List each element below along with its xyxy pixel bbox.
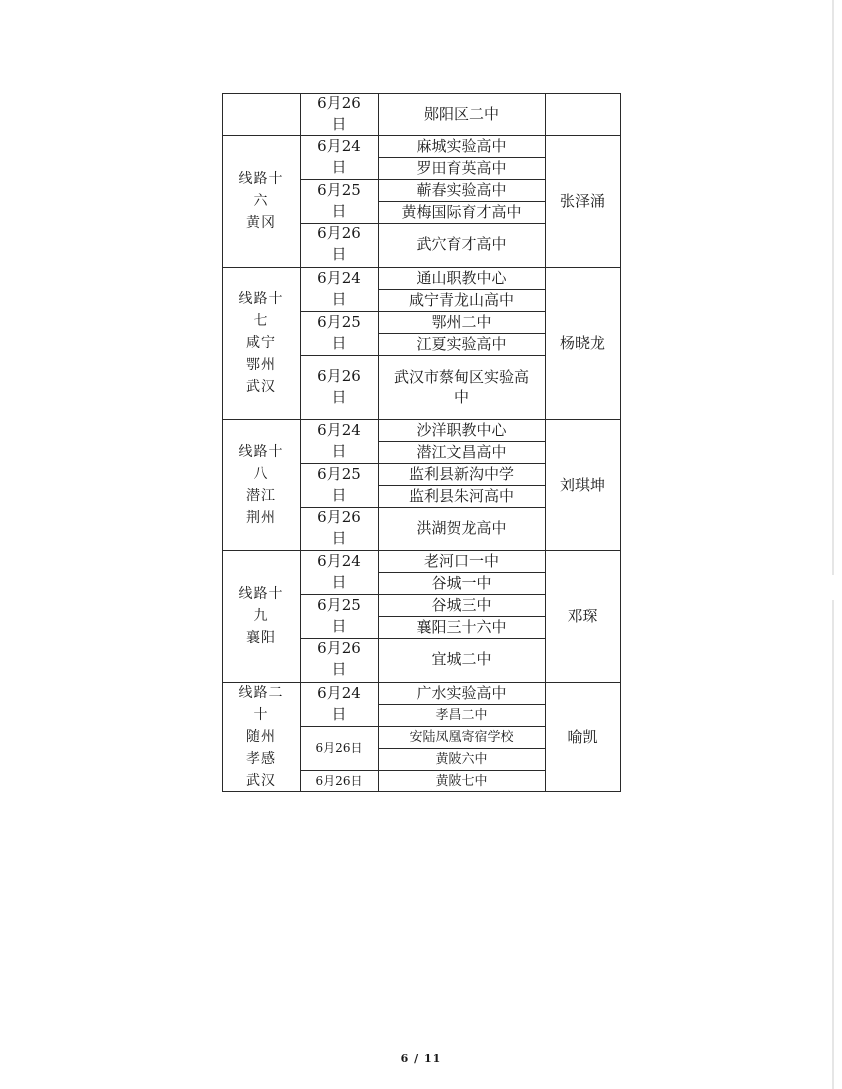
school-name: 黄陂七中 bbox=[435, 774, 488, 789]
school-name: 鄂州二中 bbox=[431, 313, 492, 331]
school-name: 武汉市蔡甸区实验高 中 bbox=[393, 368, 529, 406]
date-label-cell bbox=[300, 135, 378, 179]
route-cell bbox=[222, 682, 300, 791]
date-label-cell bbox=[300, 355, 378, 419]
school-name-cell bbox=[378, 311, 545, 333]
date-label-cell bbox=[300, 550, 378, 594]
school-name: 广水实验高中 bbox=[416, 684, 507, 702]
date-label: 6月25 日 bbox=[317, 313, 361, 352]
scan-edge-shadow bbox=[832, 600, 834, 1089]
date-label-cell bbox=[300, 419, 378, 463]
school-name-cell bbox=[378, 93, 545, 135]
table-rule bbox=[620, 93, 621, 792]
scan-edge-shadow bbox=[832, 0, 834, 575]
date-label-cell bbox=[300, 179, 378, 223]
school-name-cell bbox=[378, 157, 545, 179]
date-label: 6月24 日 bbox=[317, 552, 361, 591]
leader-name-cell bbox=[545, 267, 620, 419]
date-label: 6月26日 bbox=[315, 741, 363, 755]
date-label: 6月26日 bbox=[315, 774, 363, 788]
date-label: 6月24 日 bbox=[317, 137, 361, 176]
school-name-cell bbox=[378, 179, 545, 201]
route-cell bbox=[222, 135, 300, 267]
school-name-cell bbox=[378, 289, 545, 311]
date-label-cell bbox=[300, 311, 378, 355]
school-name-cell bbox=[378, 333, 545, 355]
school-name: 宜城二中 bbox=[431, 650, 492, 668]
date-label-cell bbox=[300, 638, 378, 680]
school-name-cell bbox=[378, 507, 545, 549]
date-label: 6月24 日 bbox=[317, 421, 361, 460]
leader-name: 喻凯 bbox=[567, 728, 598, 746]
school-name: 通山职教中心 bbox=[416, 269, 507, 287]
date-label: 6月26 日 bbox=[317, 94, 361, 133]
school-name-cell bbox=[378, 638, 545, 680]
date-label: 6月25 日 bbox=[317, 181, 361, 220]
school-name: 襄阳三十六中 bbox=[416, 618, 507, 636]
route-label: 线路十 六 黄冈 bbox=[238, 171, 284, 231]
school-name: 蕲春实验高中 bbox=[416, 181, 507, 199]
school-name: 黄陂六中 bbox=[435, 752, 488, 767]
school-name: 江夏实验高中 bbox=[416, 335, 507, 353]
school-name-cell bbox=[378, 463, 545, 485]
route-label: 线路十 九 襄阳 bbox=[238, 586, 284, 646]
leader-name: 邓琛 bbox=[567, 607, 598, 625]
date-label-cell bbox=[300, 463, 378, 507]
school-name: 老河口一中 bbox=[423, 552, 499, 570]
school-name-cell bbox=[378, 616, 545, 638]
school-name-cell bbox=[378, 223, 545, 265]
school-name-cell bbox=[378, 550, 545, 572]
school-name: 谷城三中 bbox=[431, 596, 492, 614]
school-name: 武穴育才高中 bbox=[416, 235, 507, 253]
school-name: 咸宁青龙山高中 bbox=[408, 291, 514, 309]
date-label: 6月24 日 bbox=[317, 269, 361, 308]
date-label-cell bbox=[300, 594, 378, 638]
date-label: 6月26 日 bbox=[317, 224, 361, 263]
date-label: 6月25 日 bbox=[317, 465, 361, 504]
date-label: 6月25 日 bbox=[317, 596, 361, 635]
leader-name: 张泽涌 bbox=[559, 192, 605, 210]
date-label: 6月26 日 bbox=[317, 367, 361, 406]
leader-name-cell bbox=[545, 550, 620, 682]
schedule-table bbox=[222, 93, 620, 791]
school-name: 黄梅国际育才高中 bbox=[401, 203, 522, 221]
school-name-cell bbox=[378, 267, 545, 289]
leader-name: 杨晓龙 bbox=[559, 334, 605, 352]
leader-name-cell bbox=[545, 682, 620, 791]
school-name-cell bbox=[378, 748, 545, 770]
school-name-cell bbox=[378, 201, 545, 223]
date-label: 6月24 日 bbox=[317, 684, 361, 723]
school-name-cell bbox=[378, 704, 545, 726]
date-label-cell bbox=[300, 682, 378, 726]
route-cell bbox=[222, 550, 300, 682]
date-label-cell bbox=[300, 267, 378, 311]
school-name-cell bbox=[378, 682, 545, 704]
route-cell bbox=[222, 267, 300, 419]
school-name-cell bbox=[378, 770, 545, 792]
date-label-cell bbox=[300, 726, 378, 770]
school-name: 谷城一中 bbox=[431, 574, 492, 592]
school-name: 监利县朱河高中 bbox=[408, 487, 514, 505]
school-name-cell bbox=[378, 355, 545, 419]
school-name-cell bbox=[378, 485, 545, 507]
school-name: 沙洋职教中心 bbox=[416, 421, 507, 439]
route-label: 线路二 十 随州 孝感 武汉 bbox=[238, 685, 284, 789]
school-name-cell bbox=[378, 135, 545, 157]
school-name-cell bbox=[378, 572, 545, 594]
leader-name-cell bbox=[545, 135, 620, 267]
date-label: 6月26 日 bbox=[317, 508, 361, 547]
school-name: 潜江文昌高中 bbox=[416, 443, 507, 461]
school-name-cell bbox=[378, 441, 545, 463]
school-name: 郧阳区二中 bbox=[423, 105, 499, 123]
route-label: 线路十 七 咸宁 鄂州 武汉 bbox=[238, 291, 284, 395]
school-name: 洪湖贺龙高中 bbox=[416, 519, 507, 537]
school-name: 安陆凤凰寄宿学校 bbox=[409, 730, 514, 745]
date-label-cell bbox=[300, 93, 378, 135]
date-label-cell bbox=[300, 507, 378, 549]
leader-name-cell bbox=[545, 419, 620, 550]
school-name: 孝昌二中 bbox=[435, 708, 488, 723]
leader-name: 刘琪坤 bbox=[559, 476, 605, 494]
date-label-cell bbox=[300, 770, 378, 792]
page-number: 6 / 11 bbox=[400, 1052, 442, 1065]
date-label: 6月26 日 bbox=[317, 639, 361, 678]
school-name-cell bbox=[378, 726, 545, 748]
route-cell bbox=[222, 419, 300, 550]
date-label-cell bbox=[300, 223, 378, 265]
route-label: 线路十 八 潜江 荆州 bbox=[238, 444, 284, 526]
school-name: 罗田育英高中 bbox=[416, 159, 507, 177]
school-name-cell bbox=[378, 419, 545, 441]
school-name-cell bbox=[378, 594, 545, 616]
school-name: 麻城实验高中 bbox=[416, 137, 507, 155]
school-name: 监利县新沟中学 bbox=[408, 465, 514, 483]
